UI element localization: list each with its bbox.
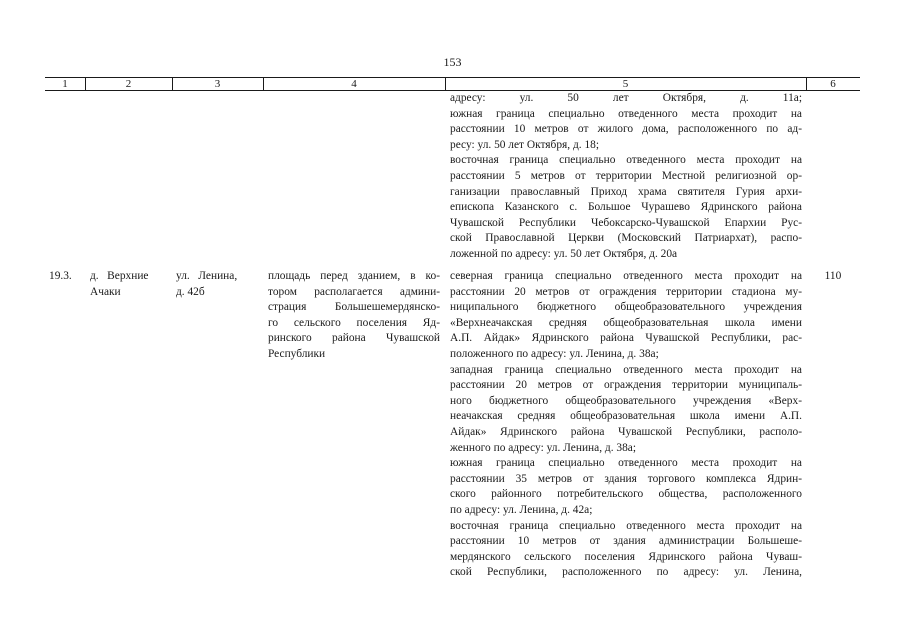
text-line: Республики bbox=[268, 347, 326, 360]
text-line: тором располагается админи- bbox=[268, 285, 440, 298]
text-line: восточная граница специально отведенного места проходит на bbox=[450, 154, 802, 167]
text-line: неачакская средняя общеобразовательная школа имени А.П. bbox=[450, 410, 802, 423]
text-line: ринского района Чувашской bbox=[268, 332, 440, 345]
text-line: расстоянии 10 метров от здания администрации Большеше- bbox=[450, 535, 802, 548]
text-line: ложенной по адресу: ул. 50 лет Октября, д. 20а bbox=[450, 247, 678, 260]
text-line: по адресу: ул. Ленина, д. 42а; bbox=[450, 503, 593, 516]
text-line: адресу: ул. 50 лет Октября, д. 11а; bbox=[450, 92, 802, 104]
text-line: страция Большешемердянско- bbox=[268, 301, 440, 314]
text-line: Чувашской Республики Чебоксарско-Чувашской Епархии Рус- bbox=[450, 216, 802, 229]
text-line: ного бюджетного общеобразовательного учреждения «Верх- bbox=[450, 394, 802, 407]
street-address: ул. Ленина, д. 42б bbox=[176, 270, 238, 298]
text-line: западная граница специально отведенного места проходит на bbox=[450, 363, 802, 376]
text-line: А.П. Айдак» Ядринского района Чувашской Республики, рас- bbox=[450, 332, 802, 345]
text-line: Айдак» Ядринского района Чувашской Республики, располо- bbox=[450, 425, 802, 438]
text-line: «Верхнеачакская средняя общеобразовательная школа имени bbox=[450, 316, 802, 329]
text-line: женного по адресу: ул. Ленина, д. 38а; bbox=[450, 441, 636, 454]
text-line: расстоянии 20 метров от ограждения территории муниципаль- bbox=[450, 379, 802, 392]
text-line: го сельского поселения Яд- bbox=[268, 316, 440, 329]
text-line: южная граница специально отведенного места проходит на bbox=[450, 457, 802, 470]
text-line: южная граница специально отведенного места проходит на bbox=[450, 107, 802, 120]
text-line: мердянского сельского поселения Ядринского района Чуваш- bbox=[450, 550, 802, 563]
column-number-1: 1 bbox=[62, 78, 68, 90]
continuation-boundaries-text bbox=[450, 91, 802, 263]
column-number-2: 2 bbox=[125, 78, 132, 90]
page-number: 153 bbox=[443, 55, 462, 69]
text-line: ниципального бюджетного общеобразовательного учреждения bbox=[450, 301, 802, 314]
text-line: ресу: ул. 50 лет Октября, д. 18; bbox=[450, 138, 600, 151]
column-number-4: 4 bbox=[351, 78, 357, 90]
text-line: ской Православной Церкви (Московский Патриархат), распо- bbox=[450, 232, 802, 245]
text-line: северная граница специально отведенного места проходит на bbox=[450, 270, 802, 282]
settlement-name: д. Верхние Ачаки bbox=[90, 270, 149, 298]
text-line: епископа Казанского с. Большое Чурашево Ядринского района bbox=[450, 201, 802, 214]
text-line: ского районного потребительского общества, расположенного bbox=[450, 488, 802, 501]
area-value: 110 bbox=[824, 270, 842, 282]
place-description bbox=[268, 269, 440, 363]
text-line: ской Республики, расположенного по адресу: ул. Ленина, bbox=[450, 566, 802, 579]
text-line: расстоянии 10 метров от жилого дома, расположенного по ад- bbox=[450, 123, 802, 136]
column-number-6: 6 bbox=[830, 78, 836, 90]
text-line: восточная граница специально отведенного места проходит на bbox=[450, 519, 802, 532]
column-number-5: 5 bbox=[622, 78, 629, 90]
column-number-3: 3 bbox=[214, 78, 221, 90]
text-line: расстоянии 35 метров от здания торгового комплекса Ядрин- bbox=[450, 472, 802, 485]
text-line: расстоянии 5 метров от территории Местной религиозной ор- bbox=[450, 169, 802, 182]
text-line: площадь перед зданием, в ко- bbox=[268, 270, 440, 282]
text-line: ганизации православный Приход храма святителя Гурия архи- bbox=[450, 185, 802, 198]
row-number: 19.3. bbox=[49, 270, 72, 282]
boundaries-description bbox=[450, 269, 802, 581]
text-line: положенного по адресу: ул. Ленина, д. 38а; bbox=[450, 347, 659, 360]
text-line: расстоянии 20 метров от ограждения территории стадиона му- bbox=[450, 285, 802, 298]
